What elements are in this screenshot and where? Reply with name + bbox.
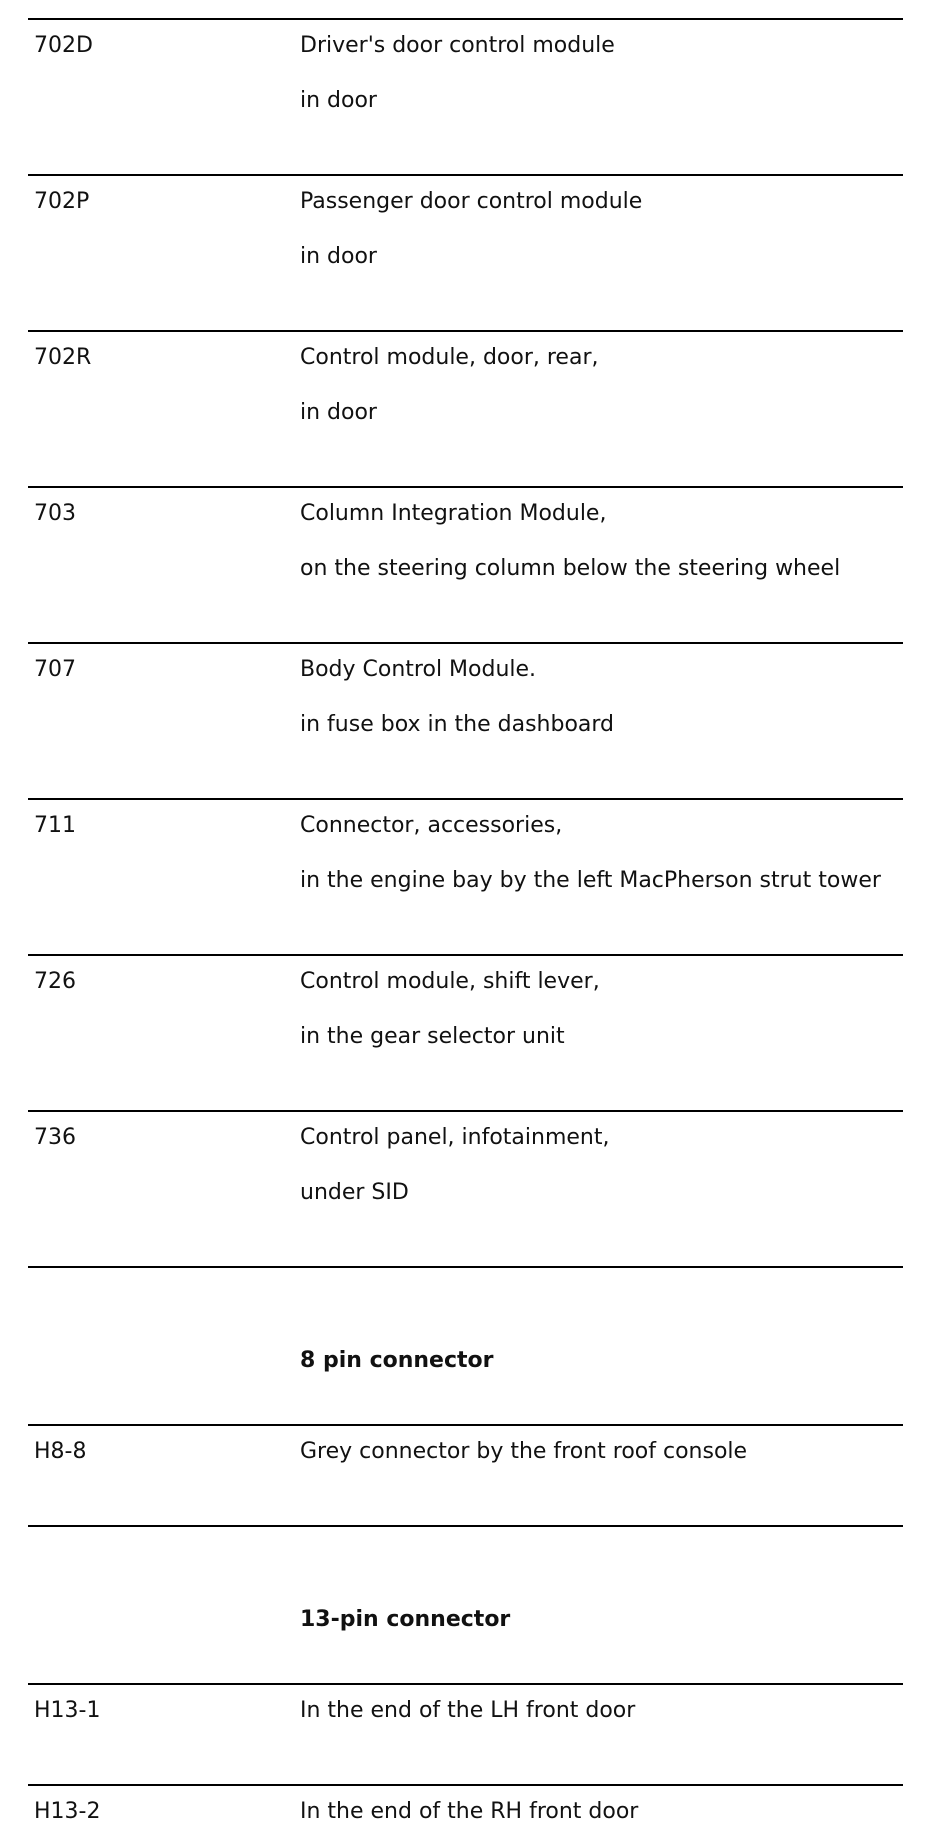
component-code: 711 bbox=[34, 813, 76, 838]
table-row bbox=[28, 330, 903, 486]
table-row bbox=[28, 954, 903, 1110]
section-heading-row bbox=[28, 1266, 903, 1424]
table-row bbox=[28, 1110, 903, 1266]
component-code: 736 bbox=[34, 1125, 76, 1150]
component-description: Control panel, infotainment, bbox=[300, 1125, 610, 1150]
table-row bbox=[28, 1784, 903, 1840]
table-row bbox=[28, 1683, 903, 1784]
component-location: in fuse box in the dashboard bbox=[300, 712, 615, 737]
component-code: H13-1 bbox=[34, 1698, 101, 1723]
component-code: 702R bbox=[34, 345, 92, 370]
component-location: in door bbox=[300, 400, 377, 425]
component-description: Control module, door, rear, bbox=[300, 345, 599, 370]
component-location: in door bbox=[300, 244, 377, 269]
table-row bbox=[28, 174, 903, 330]
component-code: 726 bbox=[34, 969, 76, 994]
section-heading: 8 pin connector bbox=[300, 1348, 494, 1373]
component-code: 702D bbox=[34, 33, 93, 58]
component-code: 707 bbox=[34, 657, 76, 682]
component-code: 702P bbox=[34, 189, 90, 214]
section-heading: 13-pin connector bbox=[300, 1607, 511, 1632]
component-location: in the gear selector unit bbox=[300, 1024, 565, 1049]
table-row bbox=[28, 798, 903, 954]
component-description: Passenger door control module bbox=[300, 189, 643, 214]
component-location: in door bbox=[300, 88, 377, 113]
component-location: under SID bbox=[300, 1180, 409, 1205]
component-description: Control module, shift lever, bbox=[300, 969, 600, 994]
component-description: In the end of the LH front door bbox=[300, 1698, 636, 1723]
component-description: Column Integration Module, bbox=[300, 501, 607, 526]
table-row bbox=[28, 642, 903, 798]
component-location: on the steering column below the steering wheel bbox=[300, 556, 841, 581]
table-row bbox=[28, 18, 903, 174]
component-description: Body Control Module. bbox=[300, 657, 537, 682]
component-location: in the engine bay by the left MacPherson strut tower bbox=[300, 868, 881, 893]
component-code: H13-2 bbox=[34, 1799, 101, 1824]
component-code: 703 bbox=[34, 501, 76, 526]
component-description: Connector, accessories, bbox=[300, 813, 563, 838]
section-heading-row bbox=[28, 1525, 903, 1683]
component-description: Driver's door control module bbox=[300, 33, 615, 58]
component-code: H8-8 bbox=[34, 1439, 87, 1464]
table-row bbox=[28, 1424, 903, 1525]
component-description: Grey connector by the front roof console bbox=[300, 1439, 748, 1464]
table-row bbox=[28, 486, 903, 642]
component-description: In the end of the RH front door bbox=[300, 1799, 639, 1824]
